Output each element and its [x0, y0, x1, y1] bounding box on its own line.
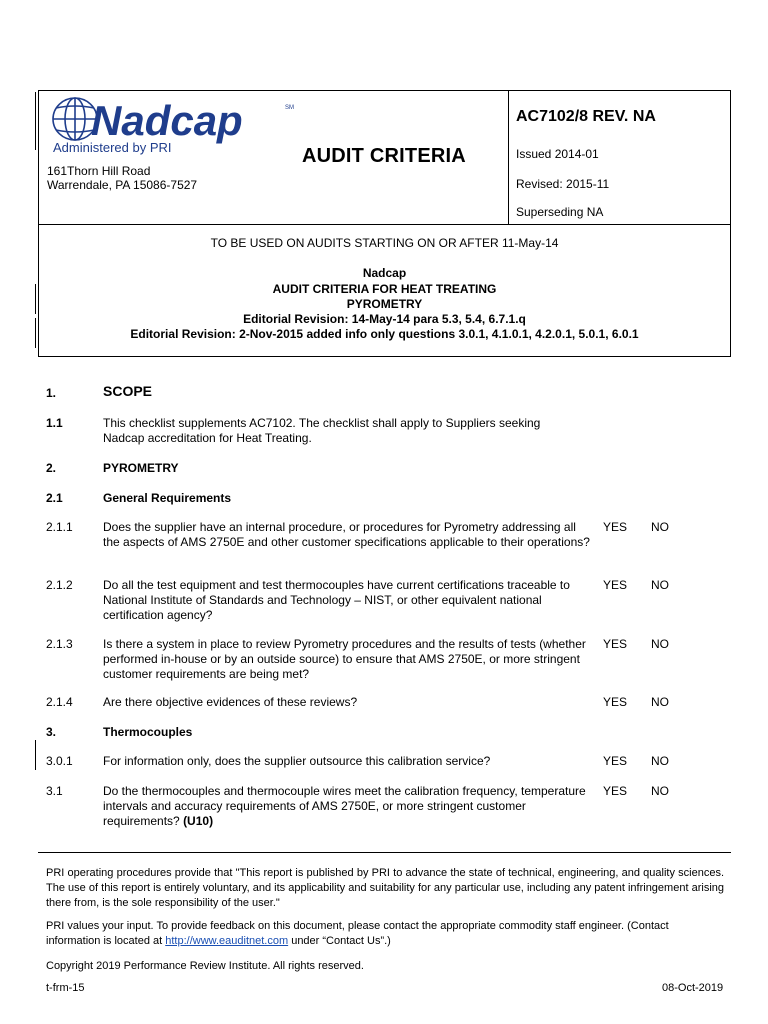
intro-subject: PYROMETRY [346, 297, 423, 311]
change-bar [35, 740, 36, 770]
intro-org: Nadcap [362, 266, 407, 280]
yes-option[interactable]: YES [603, 695, 628, 709]
no-option[interactable]: NO [651, 520, 669, 534]
document-title: AUDIT CRITERIA [302, 145, 466, 167]
form-id: t-frm-15 [46, 982, 85, 994]
editorial-revision-2: Editorial Revision: 2-Nov-2015 added info only questions 3.0.1, 4.1.0.1, 4.2.0.1, 5.0.1, 6.0.1 [130, 327, 639, 341]
question-number: 2.1.2 [46, 578, 73, 592]
question-number: 2.1.3 [46, 637, 73, 651]
section-number: 2.1 [46, 491, 63, 505]
intro-criteria-title: AUDIT CRITERIA FOR HEAT TREATING [272, 282, 497, 296]
no-option[interactable]: NO [651, 754, 669, 768]
document-number: AC7102/8 REV. NA [516, 108, 656, 125]
eauditnet-link[interactable]: http://www.eauditnet.com [165, 935, 289, 947]
question-number: 2.1.1 [46, 520, 73, 534]
yes-option[interactable]: YES [603, 754, 628, 768]
disclaimer: PRI operating procedures provide that "This report is published by PRI to advance the state of technical, engineering, and quality sciences. The use of this report is entirely voluntary, and its applicability and suitability for any particular use, including any patent infringement arising there from, is the sole responsibility of the user." [46, 867, 724, 909]
section-title-pyrometry: PYROMETRY [103, 461, 179, 475]
yes-option[interactable]: YES [603, 578, 628, 592]
yes-option[interactable]: YES [603, 784, 628, 798]
editorial-revision-1: Editorial Revision: 14-May-14 para 5.3, 5.4, 6.7.1.q [243, 312, 526, 326]
question-text: Does the supplier have an internal procedure, or procedures for Pyrometry addressing all the aspects of AMS 2750E and other customer specifications applicable to their operations? [103, 520, 590, 549]
change-bar [35, 92, 36, 150]
svg-text:SM: SM [285, 105, 294, 111]
section-number: 1.1 [46, 416, 63, 430]
copyright: Copyright 2019 Performance Review Institute. All rights reserved. [46, 960, 364, 972]
section-number: 2. [46, 461, 57, 475]
footer-date: 08-Oct-2019 [662, 982, 724, 994]
question-number: 2.1.4 [46, 695, 73, 709]
section-title-general: General Requirements [103, 491, 232, 505]
question-number: 3.1 [46, 784, 63, 798]
usage-note: TO BE USED ON AUDITS STARTING ON OR AFTER 11-May-14 [210, 236, 559, 250]
address: 161Thorn Hill Road Warrendale, PA 15086-7527 [47, 164, 198, 192]
no-option[interactable]: NO [651, 637, 669, 651]
superseding: Superseding NA [516, 205, 604, 219]
header-divider [508, 91, 509, 225]
question-text: Is there a system in place to review Pyrometry procedures and the results of tests (whether performed in-house or by an outside source) to ensure that AMS 2750E, or more stringent customer requirements are being met? [103, 637, 586, 681]
question-text: Are there objective evidences of these reviews? [103, 695, 358, 709]
question-text: Do the thermocouples and thermocouple wires meet the calibration frequency, temperature intervals and accuracy requirements of AMS 2750E, or more stringent customer requirements? (U10) [103, 784, 586, 828]
section-number: 3. [46, 725, 57, 739]
section-number: 1. [46, 386, 57, 400]
issued-date: Issued 2014-01 [516, 147, 599, 161]
footer-divider [38, 852, 731, 853]
change-bar [35, 284, 36, 314]
revised-date: Revised: 2015-11 [516, 177, 610, 191]
question-text: Do all the test equipment and test thermocouples have current certifications traceable to National Institute of Standards and Technology – NIST, or other equivalent national certification agency? [103, 578, 570, 622]
no-option[interactable]: NO [651, 695, 669, 709]
document-header [38, 90, 731, 225]
logo-wordmark: Nadcap [91, 97, 243, 144]
yes-option[interactable]: YES [603, 520, 628, 534]
feedback-note: PRI values your input. To provide feedback on this document, please contact the appropriate commodity staff engineer. (Contact information is located at http://www.eauditnet.com under “Contact Us”.) [46, 920, 669, 947]
section-title-scope: SCOPE [103, 383, 153, 399]
logo-tagline: Administered by PRI [53, 140, 172, 155]
question-text: For information only, does the supplier outsource this calibration service? [103, 754, 491, 768]
yes-option[interactable]: YES [603, 637, 628, 651]
no-option[interactable]: NO [651, 578, 669, 592]
section-title-thermocouples: Thermocouples [103, 725, 193, 739]
change-bar [35, 318, 36, 348]
nadcap-logo [45, 95, 305, 155]
scope-text: This checklist supplements AC7102. The checklist shall apply to Suppliers seeking Nadcap accreditation for Heat Treating. [103, 416, 541, 445]
question-number: 3.0.1 [46, 754, 73, 768]
intro-box [38, 224, 731, 357]
requirement-code: (U10) [183, 814, 214, 828]
no-option[interactable]: NO [651, 784, 669, 798]
